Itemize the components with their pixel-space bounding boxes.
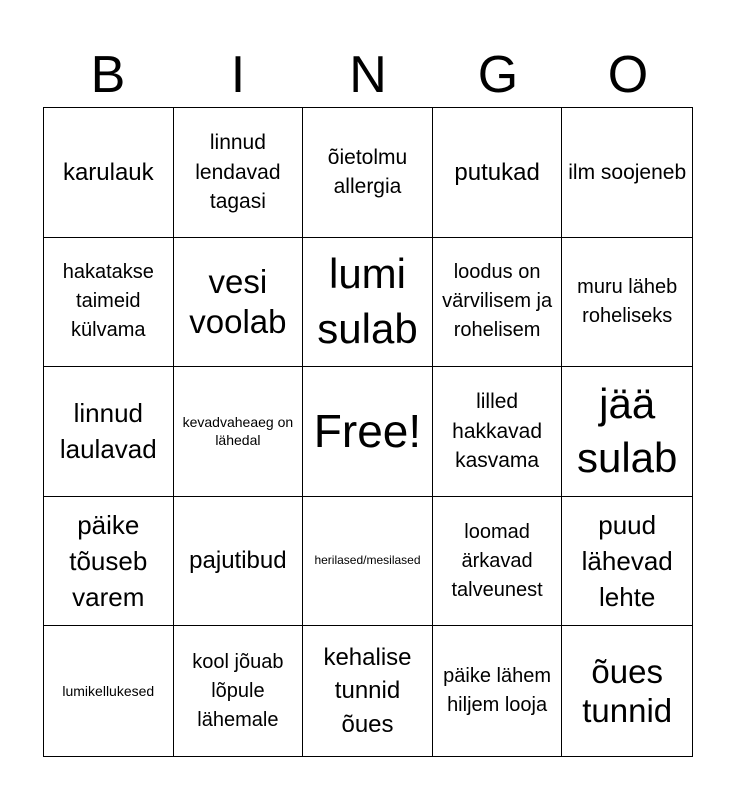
cell-text: kool jõuab lõpule lähemale: [192, 650, 284, 731]
header-letter-b: B: [90, 46, 126, 104]
bingo-cell-r5c5[interactable]: [562, 626, 692, 756]
bingo-cell-r2c2[interactable]: [174, 238, 304, 368]
bingo-cell-r4c2[interactable]: [174, 497, 304, 627]
bingo-cell-r1c5[interactable]: [562, 108, 692, 238]
bingo-cell-r1c2[interactable]: [174, 108, 304, 238]
bingo-cell-r5c1[interactable]: [44, 626, 174, 756]
bingo-board: [43, 107, 693, 757]
bingo-cell-r2c5[interactable]: [562, 238, 692, 368]
header-letter-o: O: [607, 46, 649, 104]
bingo-cell-r1c1[interactable]: [44, 108, 174, 238]
cell-text: lumikellukesed: [62, 683, 155, 700]
header-letter-g: G: [477, 46, 519, 104]
bingo-cell-r3c1[interactable]: [44, 367, 174, 497]
cell-text: päike lähem hiljem looja: [443, 665, 552, 717]
cell-text: loodus on värvilisem ja rohelisem: [442, 261, 553, 342]
cell-text: karulauk: [62, 158, 154, 186]
cell-text: puud lähevad lehte: [581, 509, 673, 613]
cell-text: linnud lendavad tagasi: [195, 131, 281, 213]
cell-text: õietolmu allergia: [327, 145, 408, 199]
cell-text: jää sulab: [576, 379, 678, 482]
bingo-cell-r3c4[interactable]: [433, 367, 563, 497]
cell-text: muru läheb roheliseks: [577, 275, 678, 327]
cell-text: vesi voolab: [189, 263, 287, 340]
cell-text: herilased/mesilased: [314, 553, 421, 568]
cell-text: lumi sulab: [317, 250, 418, 352]
bingo-cell-r2c4[interactable]: [433, 238, 563, 368]
bingo-cell-r3c2[interactable]: [174, 367, 304, 497]
bingo-cell-r5c2[interactable]: [174, 626, 304, 756]
cell-text: putukad: [454, 158, 540, 186]
cell-text: pajutibud: [189, 547, 287, 575]
bingo-cell-r4c3[interactable]: [303, 497, 433, 627]
header-letter-i: I: [230, 46, 246, 104]
bingo-header: [43, 42, 693, 108]
header-letter-n: N: [349, 46, 387, 104]
cell-text: linnud laulavad: [59, 398, 157, 465]
cell-text: päike tõuseb varem: [69, 509, 148, 613]
bingo-cell-r1c4[interactable]: [433, 108, 563, 238]
bingo-cell-r2c1[interactable]: [44, 238, 174, 368]
bingo-cell-r4c4[interactable]: [433, 497, 563, 627]
bingo-cell-r3c5[interactable]: [562, 367, 692, 497]
cell-text: Free!: [313, 404, 422, 457]
bingo-cell-r2c3[interactable]: [303, 238, 433, 368]
bingo-cell-r4c1[interactable]: [44, 497, 174, 627]
cell-text: lilled hakkavad kasvama: [452, 390, 543, 473]
cell-text: loomad ärkavad talveunest: [451, 520, 543, 601]
bingo-cell-r1c3[interactable]: [303, 108, 433, 238]
bingo-cell-r5c3[interactable]: [303, 626, 433, 756]
cell-text: hakatakse taimeid külvama: [62, 261, 154, 342]
bingo-cell-r5c4[interactable]: [433, 626, 563, 756]
bingo-cell-free[interactable]: [303, 367, 433, 497]
bingo-cell-r4c5[interactable]: [562, 497, 692, 627]
cell-text: õues tunnid: [582, 652, 673, 730]
cell-text: ilm soojeneb: [568, 160, 687, 184]
cell-text: kehalise tunnid õues: [323, 643, 412, 738]
cell-text: kevadvaheaeg on lähedal: [182, 414, 294, 449]
